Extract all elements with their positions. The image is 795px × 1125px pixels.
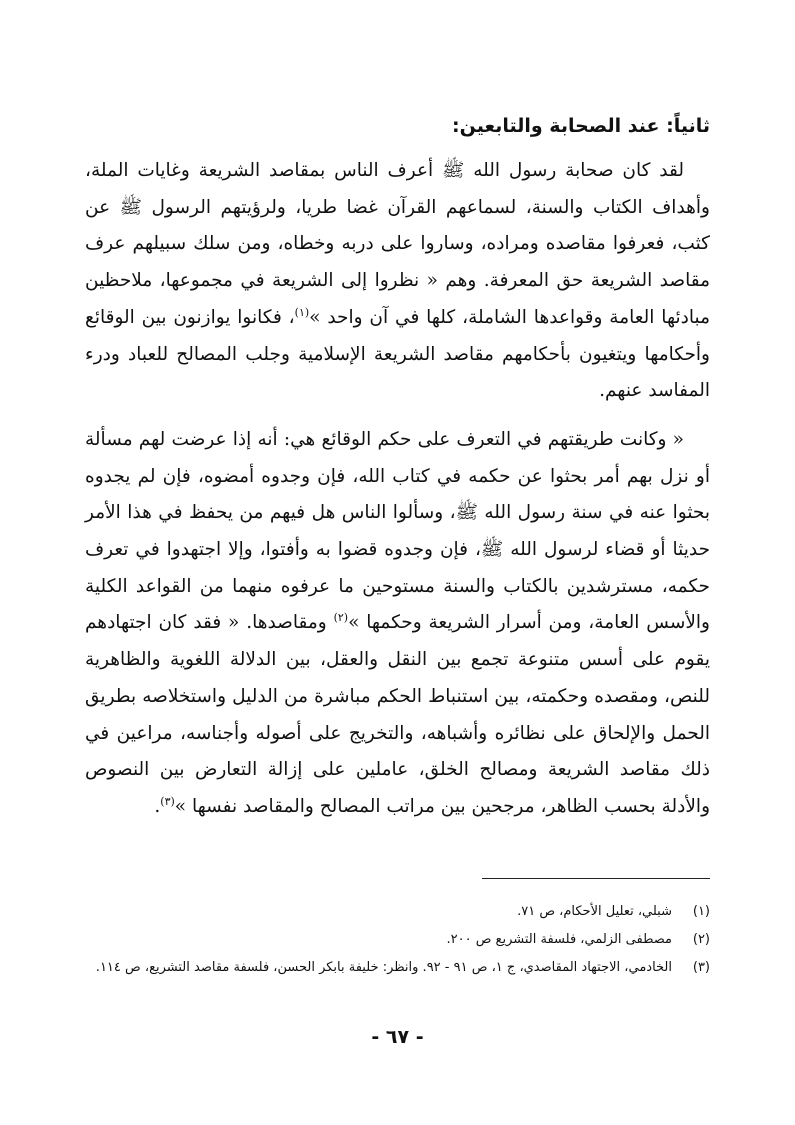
footnote-item xyxy=(85,926,710,954)
paragraph-1-continuation: ، فكانوا يوازنون بين الوقائع وأحكامها ويتغيون بأحكامهم مقاصد الشريعة الإسلامية وجلب المصالح للعباد ودرء المفاسد عنهم. xyxy=(85,306,710,402)
paragraph-1 xyxy=(85,153,710,410)
footnote-number: (٢) xyxy=(692,932,710,947)
footnote-text: مصطفى الزلمي، فلسفة التشريع ص ٢٠٠. xyxy=(446,932,672,947)
paragraph-2-end: . xyxy=(154,795,161,817)
paragraph-1-text: لقد كان صحابة رسول الله ﷺ أعرف الناس بمقاصد الشريعة وغايات الملة، وأهداف الكتاب والسنة، لسماعهم القرآن غضا طريا، ولرؤيتهم الرسول ﷺ عن كثب، فعرفوا مقاصده ومراده، وساروا على دربه وخطاه، ومن سلك سبيلهم عرف مقاصد الشريعة حق المعرفة. وهم « نظروا إلى الشريعة في مجموعها، ملاحظين مبادئها العامة وقواعدها الشاملة، كلها في آن واحد » xyxy=(85,160,710,328)
footnotes-section xyxy=(85,898,710,982)
footnote-item xyxy=(85,954,710,982)
footnote-ref-3: (٣) xyxy=(160,794,175,808)
footnote-ref-2: (٢) xyxy=(333,611,349,625)
page-number: - ٦٧ - xyxy=(371,1026,424,1048)
paragraph-2-continuation: ومقاصدها. « فقد كان اجتهادهم يقوم على أسس متنوعة تجمع بين النقل والعقل، بين الدلالة اللغوية والظاهرية للنص، ومقصده وحكمته، بين استنباط الحكم مباشرة من الدليل واستخلاصه بطريق الحمل والإلحاق على نظائره وأشباهه، والتخريج على أصوله وأجناسه، مراعين في ذلك مقاصد الشريعة ومصالح الخلق، عاملين على إزالة التعارض بين النصوص والأدلة بحسب الظاهر، مرجحين بين مراتب المصالح والمقاصد نفسها » xyxy=(85,612,710,817)
section-heading: ثانياً: عند الصحابة والتابعين: xyxy=(452,115,710,137)
main-text xyxy=(85,153,710,826)
footnote-number: (٣) xyxy=(692,960,710,975)
footnote-item xyxy=(85,898,710,926)
footnote-divider xyxy=(482,878,710,879)
footnote-number: (١) xyxy=(692,904,710,919)
footnote-ref-1: (١) xyxy=(294,305,310,319)
paragraph-2-text: « وكانت طريقتهم في التعرف على حكم الوقائع هي: أنه إذا عرضت لهم مسألة أو نزل بهم أمر بحثوا عن حكمه في كتاب الله، فإن وجدوه أمضوه، فإن لم يجدوه بحثوا عنه في سنة رسول الله ﷺ، وسألوا الناس هل فيهم من يحفظ في هذا الأمر حديثا أو قضاء لرسول الله ﷺ، فإن وجدوه قضوا به وأفتوا، وإلا اجتهدوا في تعرف حكمه، مسترشدين بالكتاب والسنة مستوحين ما عرفوه منهما من القواعد الكلية والأسس العامة، ومن أسرار الشريعة وحكمها » xyxy=(85,428,710,634)
footnote-text: الخادمي، الاجتهاد المقاصدي، ج ١، ص ٩١ - ٩٢. وانظر: خليفة بابكر الحسن، فلسفة مقاصد التشريع، ص ١١٤. xyxy=(95,960,672,975)
footnote-text: شبلي، تعليل الأحكام، ص ٧١. xyxy=(517,904,672,919)
paragraph-2 xyxy=(85,422,710,826)
